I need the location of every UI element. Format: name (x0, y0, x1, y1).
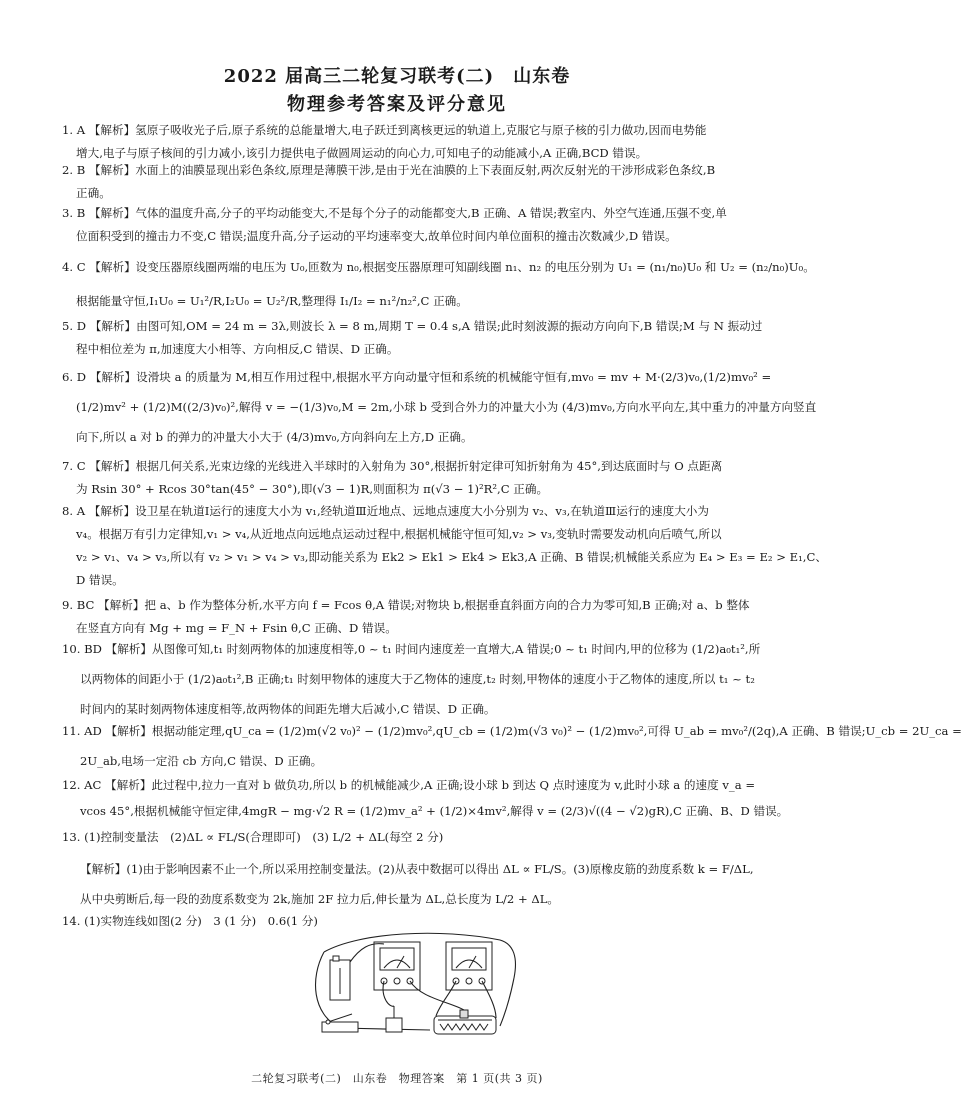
answer-line: v₂ > v₁、v₄ > v₃,所以有 v₂ > v₁ > v₄ > v₃,即动能关系为 Ek2 > Ek1 > Ek4 > Ek3,A 正确、B 错误;机械能关系应为 E₄ > E₃ = E₂ > E₁,C、 (76, 550, 827, 564)
answer-line: D 错误。 (76, 573, 124, 587)
answer-line: 11. AD 【解析】根据动能定理,qU_ca = (1/2)m(√2 v₀)² − (1/2)mv₀²,qU_cb = (1/2)m(√3 v₀)² − (1/2)mv₀²,可得 U_ab = mv₀²/(2q),A 正确、B 错误;U_cb = 2U_ca = (62, 724, 962, 738)
answer-6 (62, 362, 817, 452)
answer-5 (62, 315, 763, 361)
answer-line: 从中央剪断后,每一段的劲度系数变为 2k,施加 2F 拉力后,伸长量为 ΔL,总长度为 L/2 + ΔL。 (80, 892, 560, 906)
wire (500, 978, 514, 1026)
answer-line: 时间内的某时刻两物体速度相等,故两物体的间距先增大后减小,C 错误、D 正确。 (80, 702, 496, 716)
answer-8 (62, 500, 827, 592)
answer-line: 8. A 【解析】设卫星在轨道Ⅰ运行的速度大小为 v₁,经轨道Ⅲ近地点、远地点速度大小分别为 v₂、v₃,在轨道Ⅲ运行的速度大小为 (62, 504, 709, 518)
ammeter (446, 942, 492, 990)
answer-line: 以两物体的间距小于 (1/2)a₀t₁²,B 正确;t₁ 时刻甲物体的速度大于乙物体的速度,t₂ 时刻,甲物体的速度小于乙物体的速度,所以 t₁ ~ t₂ (80, 672, 755, 686)
answer-line: 4. C 【解析】设变压器原线圈两端的电压为 U₀,匝数为 n₀,根据变压器原理可知副线圈 n₁、n₂ 的电压分别为 U₁ = (n₁/n₀)U₀ 和 U₂ = (n₂/n₀)U₀。 (62, 260, 815, 274)
answer-13 (62, 824, 754, 912)
answer-4 (62, 250, 815, 318)
answer-line: 【解析】(1)由于影响因素不止一个,所以采用控制变量法。(2)从表中数据可以得出 ΔL ∝ FL/S。(3)原橡皮筋的劲度系数 k = F/ΔL, (80, 862, 754, 876)
answer-line: 6. D 【解析】设滑块 a 的质量为 M,相互作用过程中,根据水平方向动量守恒和系统的机械能守恒有,mv₀ = mv + M·(2/3)v₀,(1/2)mv₀² = (62, 370, 772, 384)
rheostat (434, 1010, 496, 1034)
answer-line: 5. D 【解析】由图可知,OM = 24 m = 3λ,则波长 λ = 8 m,周期 T = 0.4 s,A 错误;此时刻波源的振动方向向下,B 错误;M 与 N 振动过 (62, 319, 763, 333)
answer-line: vcos 45°,根据机械能守恒定律,4mgR − mg·√2 R = (1/2)mv_a² + (1/2)×4mv²,解得 v = (2/3)√((4 − √2)gR),C 正确、B、D 错误。 (80, 804, 789, 818)
answer-line: 3. B 【解析】气体的温度升高,分子的平均动能变大,不是每个分子的动能都变大,B 正确、A 错误;教室内、外空气连通,压强不变,单 (62, 206, 727, 220)
answer-line: 13. (1)控制变量法 (2)ΔL ∝ FL/S(合理即可) (3) L/2 + ΔL(每空 2 分) (62, 830, 444, 844)
answer-line: 程中相位差为 π,加速度大小相等、方向相反,C 错误、D 正确。 (76, 342, 399, 356)
voltmeter (374, 942, 420, 990)
page-footer: 二轮复习联考(二) 山东卷 物理答案 第 1 页(共 3 页) (251, 1072, 543, 1085)
answer-line: (1/2)mv² + (1/2)M((2/3)v₀)²,解得 v = −(1/3)v₀,M = 2m,小球 b 受到合外力的冲量大小为 (4/3)mv₀,方向水平向左,其中重力的冲量方向竖直 (76, 400, 817, 414)
resistor (386, 1006, 402, 1032)
answer-line: 9. BC 【解析】把 a、b 作为整体分析,水平方向 f = Fcos θ,A 错误;对物块 b,根据垂直斜面方向的合力为零可知,B 正确;对 a、b 整体 (62, 598, 750, 612)
answer-line: 10. BD 【解析】从图像可知,t₁ 时刻两物体的加速度相等,0 ~ t₁ 时间内速度差一直增大,A 错误;0 ~ t₁ 时间内,甲的位移为 (1/2)a₀t₁²,所 (62, 642, 761, 656)
page-subtitle: 物理参考答案及评分意见 (287, 94, 507, 115)
answer-line: 位面积受到的撞击力不变,C 错误;温度升高,分子运动的平均速率变大,故单位时间内单位面积的撞击次数减少,D 错误。 (76, 229, 677, 243)
switch (322, 1014, 358, 1032)
page-title: 2022 届高三二轮复习联考(二) 山东卷 (223, 66, 571, 87)
battery (330, 956, 350, 1000)
answer-line: 12. AC 【解析】此过程中,拉力一直对 b 做负功,所以 b 的机械能减少,A 正确;设小球 b 到达 Q 点时速度为 v,此时小球 a 的速度 v_a = (62, 778, 756, 792)
answer-11 (62, 716, 962, 776)
answer-line: 2U_ab,电场一定沿 cb 方向,C 错误、D 正确。 (80, 754, 323, 768)
answer-line: 7. C 【解析】根据几何关系,光束边缘的光线进入半球时的入射角为 30°,根据折射定律可知折射角为 45°,到达底面时与 O 点距离 (62, 459, 723, 473)
answer-line: 1. A 【解析】氢原子吸收光子后,原子系统的总能量增大,电子跃迁到离核更远的轨道上,克服它与原子核的引力做功,因而电势能 (62, 123, 707, 137)
answer-line: 根据能量守恒,I₁U₀ = U₁²/R,I₂U₀ = U₂²/R,整理得 I₁/I₂ = n₁²/n₂²,C 正确。 (76, 294, 468, 308)
answer-12 (62, 772, 789, 824)
answer-2 (62, 159, 738, 205)
answer-line: 向下,所以 a 对 b 的弹力的冲量大小大于 (4/3)mv₀,方向斜向左上方,D 正确。 (76, 430, 473, 444)
answer-7 (62, 455, 738, 501)
answer-3 (62, 202, 738, 248)
answer-line: 14. (1)实物连线如图(2 分) 3 (1 分) 0.6(1 分) (62, 914, 318, 928)
answer-line: 为 Rsin 30° + Rcos 30°tan(45° − 30°),即(√3 − 1)R,则面积为 π(√3 − 1)²R²,C 正确。 (76, 482, 549, 496)
answer-line: 在竖直方向有 Mg + mg = F_N + Fsin θ,C 正确、D 错误。 (76, 621, 397, 635)
circuit-diagram (300, 918, 530, 1046)
answer-line: v₄。根据万有引力定律知,v₁ > v₄,从近地点向远地点运动过程中,根据机械能守恒可知,v₂ > v₃,变轨时需要发动机向后喷气,所以 (76, 527, 722, 541)
answer-line: 增大,电子与原子核间的引力减小,该引力提供电子做圆周运动的向心力,可知电子的动能减小,A 正确,BCD 错误。 (76, 146, 648, 160)
answer-10 (62, 634, 761, 724)
answer-line: 正确。 (76, 186, 111, 200)
answer-line: 2. B 【解析】水面上的油膜显现出彩色条纹,原理是薄膜干涉,是由于光在油膜的上下表面反射,两次反射光的干涉形成彩色条纹,B (62, 163, 716, 177)
